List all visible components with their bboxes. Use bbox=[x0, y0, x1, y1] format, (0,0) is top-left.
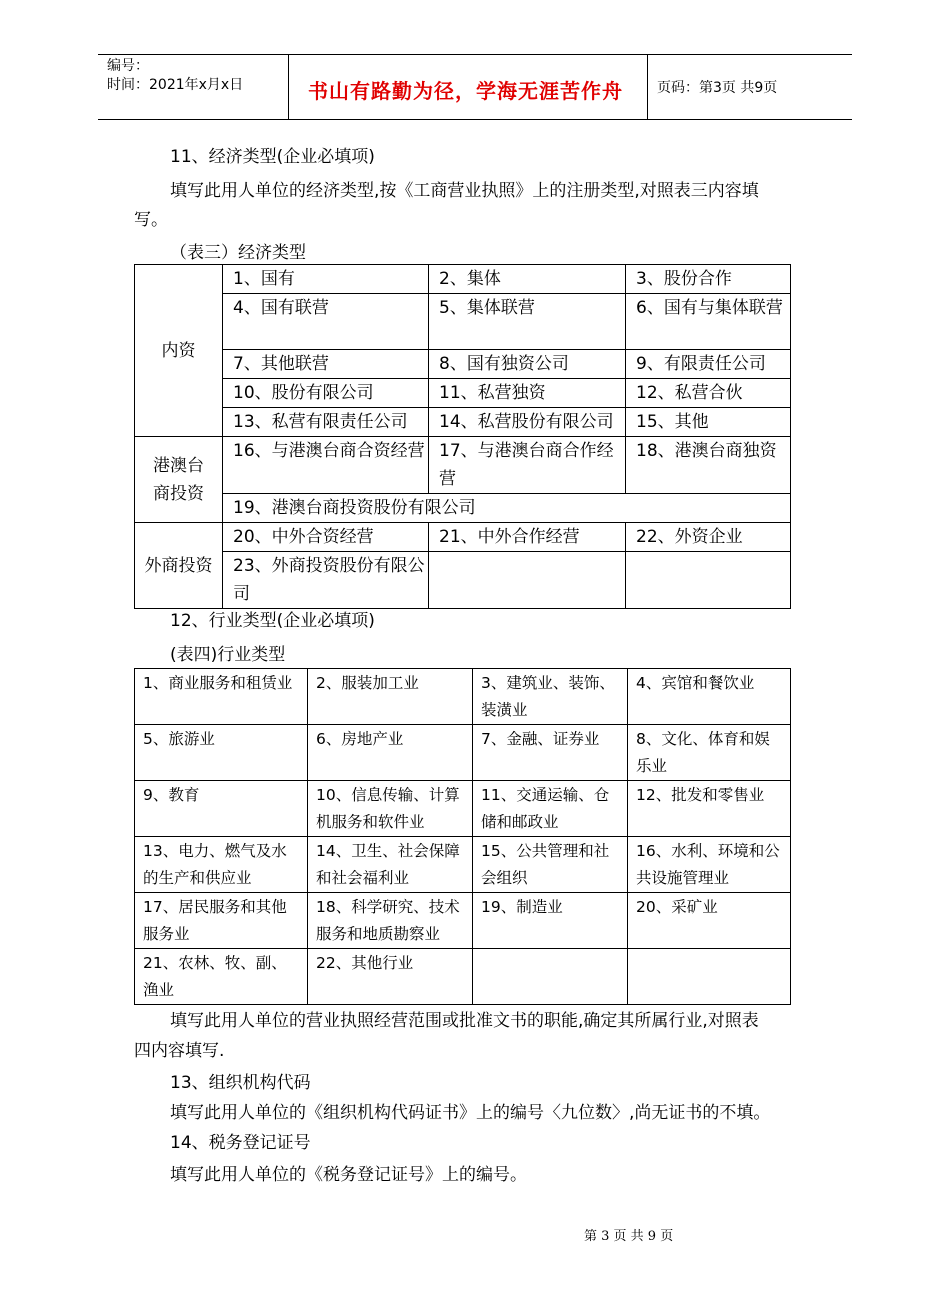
table-cell: 21、中外合作经营 bbox=[429, 523, 626, 552]
industry-type-table bbox=[134, 668, 791, 1005]
table-cell: 12、私营合伙 bbox=[626, 379, 791, 408]
table-cell: 2、服装加工业 bbox=[308, 669, 473, 725]
header-page: 页码：第3页 共9页 bbox=[657, 80, 778, 96]
section-11-title: 11、经济类型(企业必填项) bbox=[170, 147, 375, 167]
table-cell-empty bbox=[429, 552, 626, 609]
table-cell: 19、港澳台商投资股份有限公司 bbox=[223, 494, 791, 523]
section-11-text-2: 写。 bbox=[134, 210, 168, 230]
table-cell: 15、其他 bbox=[626, 408, 791, 437]
table-cell: 9、有限责任公司 bbox=[626, 350, 791, 379]
table-cell: 1、商业服务和租赁业 bbox=[135, 669, 308, 725]
table-cell-empty bbox=[628, 949, 791, 1005]
table-cell: 13、电力、燃气及水的生产和供应业 bbox=[135, 837, 308, 893]
table-cell: 8、国有独资公司 bbox=[429, 350, 626, 379]
table-cell-empty bbox=[473, 949, 628, 1005]
table-cell: 11、私营独资 bbox=[429, 379, 626, 408]
section-14-title: 14、税务登记证号 bbox=[170, 1133, 311, 1153]
section-12-title: 12、行业类型(企业必填项) bbox=[170, 611, 375, 631]
category-foreign: 外商投资 bbox=[135, 523, 223, 609]
table-cell: 6、房地产业 bbox=[308, 725, 473, 781]
header-top-rule bbox=[98, 54, 852, 55]
table-cell: 2、集体 bbox=[429, 265, 626, 294]
table-cell: 18、港澳台商独资 bbox=[626, 437, 791, 494]
table-cell: 10、信息传输、计算机服务和软件业 bbox=[308, 781, 473, 837]
table-cell: 21、农林、牧、副、渔业 bbox=[135, 949, 308, 1005]
table-cell: 16、与港澳台商合资经营 bbox=[223, 437, 429, 494]
table-cell: 14、私营股份有限公司 bbox=[429, 408, 626, 437]
table-cell: 17、与港澳台商合作经营 bbox=[429, 437, 626, 494]
table-cell: 1、国有 bbox=[223, 265, 429, 294]
header-divider-right bbox=[647, 54, 648, 120]
section-11-text-1: 填写此用人单位的经济类型,按《工商营业执照》上的注册类型,对照表三内容填 bbox=[170, 181, 759, 201]
table-cell: 13、私营有限责任公司 bbox=[223, 408, 429, 437]
table-cell: 5、旅游业 bbox=[135, 725, 308, 781]
table-cell: 12、批发和零售业 bbox=[628, 781, 791, 837]
table-cell: 23、外商投资股份有限公司 bbox=[223, 552, 429, 609]
table-cell: 22、外资企业 bbox=[626, 523, 791, 552]
table-cell: 20、中外合资经营 bbox=[223, 523, 429, 552]
section-13-text: 填写此用人单位的《组织机构代码证书》上的编号〈九位数〉,尚无证书的不填。 bbox=[170, 1103, 771, 1123]
page-footer: 第 3 页 共 9 页 bbox=[584, 1229, 674, 1244]
table-cell: 6、国有与集体联营 bbox=[626, 294, 791, 350]
table4-caption: (表四)行业类型 bbox=[170, 645, 286, 665]
table-cell-empty bbox=[626, 552, 791, 609]
table-cell: 18、科学研究、技术服务和地质勘察业 bbox=[308, 893, 473, 949]
table-cell: 9、教育 bbox=[135, 781, 308, 837]
table-cell: 7、其他联营 bbox=[223, 350, 429, 379]
economic-type-table bbox=[134, 264, 791, 609]
section-12-text-1: 填写此用人单位的营业执照经营范围或批准文书的职能,确定其所属行业,对照表 bbox=[170, 1011, 759, 1031]
category-domestic: 内资 bbox=[135, 265, 223, 437]
table-cell: 8、文化、体育和娱乐业 bbox=[628, 725, 791, 781]
table-cell: 3、建筑业、装饰、装潢业 bbox=[473, 669, 628, 725]
header-bottom-rule bbox=[98, 119, 852, 120]
table-cell: 10、股份有限公司 bbox=[223, 379, 429, 408]
header-motto: 书山有路勤为径，学海无涯苦作舟 bbox=[308, 79, 623, 103]
table-cell: 4、宾馆和餐饮业 bbox=[628, 669, 791, 725]
header-time: 时间：2021年x月x日 bbox=[107, 77, 244, 93]
table-cell: 16、水利、环境和公共设施管理业 bbox=[628, 837, 791, 893]
header-divider-left bbox=[288, 54, 289, 120]
table-cell: 17、居民服务和其他服务业 bbox=[135, 893, 308, 949]
table-cell: 14、卫生、社会保障和社会福利业 bbox=[308, 837, 473, 893]
table-cell: 20、采矿业 bbox=[628, 893, 791, 949]
section-12-text-2: 四内容填写. bbox=[134, 1041, 225, 1061]
table-cell: 5、集体联营 bbox=[429, 294, 626, 350]
table-cell: 19、制造业 bbox=[473, 893, 628, 949]
table3-caption: （表三）经济类型 bbox=[170, 243, 306, 263]
table-cell: 11、交通运输、仓储和邮政业 bbox=[473, 781, 628, 837]
table-cell: 4、国有联营 bbox=[223, 294, 429, 350]
section-14-text: 填写此用人单位的《税务登记证号》上的编号。 bbox=[170, 1165, 527, 1185]
table-cell: 7、金融、证券业 bbox=[473, 725, 628, 781]
section-13-title: 13、组织机构代码 bbox=[170, 1073, 311, 1093]
header-number: 编号： bbox=[107, 58, 149, 74]
table-cell: 3、股份合作 bbox=[626, 265, 791, 294]
category-hk-macao-taiwan: 港澳台商投资 bbox=[135, 437, 223, 523]
table-cell: 22、其他行业 bbox=[308, 949, 473, 1005]
table-cell: 15、公共管理和社会组织 bbox=[473, 837, 628, 893]
